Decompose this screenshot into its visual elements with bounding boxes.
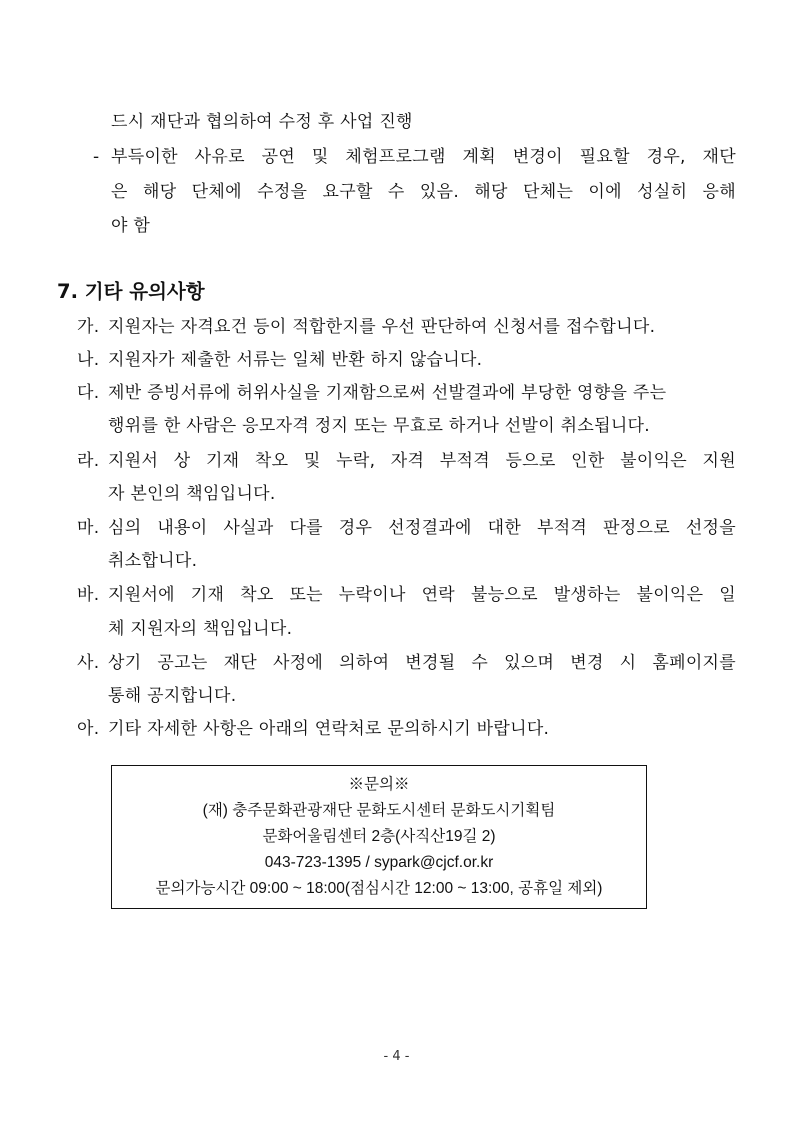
list-item-text: 심의 내용이 사실과 다를 경우 선정결과에 대한 부적격 판정으로 선정을 — [108, 518, 736, 538]
contact-address: 문화어울림센터 2층(사직산19길 2) — [262, 828, 496, 845]
list-item-text: 지원자가 제출한 서류는 일체 반환 하지 않습니다. — [108, 350, 483, 370]
list-item-marker: 바. — [77, 585, 100, 605]
list-item-text: 기타 자세한 사항은 아래의 연락처로 문의하시기 바랍니다. — [108, 719, 550, 739]
bullet-marker: - — [93, 147, 100, 167]
contact-phone-email: 043-723-1395 / sypark@cjcf.or.kr — [264, 854, 494, 871]
bullet-text-line: 부득이한 사유로 공연 및 체험프로그램 계획 변경이 필요할 경우, 재단 — [111, 147, 736, 167]
contact-title: ※문의※ — [348, 776, 410, 793]
list-item-text: 통해 공지합니다. — [108, 686, 237, 706]
list-item-text: 지원서 상 기재 착오 및 누락, 자격 부적격 등으로 인한 불이익은 지원 — [108, 451, 736, 471]
list-item-text: 행위를 한 사람은 응모자격 정지 또는 무효로 하거나 선발이 취소됩니다. — [108, 416, 650, 436]
section-heading: 7. 기타 유의사항 — [57, 280, 205, 303]
contact-organization: (재) 충주문화관광재단 문화도시센터 문화도시기획팀 — [202, 802, 556, 819]
contact-box — [111, 765, 647, 909]
list-item-text: 체 지원자의 책임입니다. — [108, 619, 293, 639]
list-item-marker: 라. — [77, 451, 100, 471]
list-item-marker: 가. — [77, 317, 100, 337]
list-item-marker: 나. — [77, 350, 100, 370]
list-item-text: 상기 공고는 재단 사정에 의하여 변경될 수 있으며 변경 시 홈페이지를 — [108, 653, 736, 673]
bullet-text-line: 은 해당 단체에 수정을 요구할 수 있음. 해당 단체는 이에 성실히 응해 — [111, 182, 736, 202]
list-item-marker: 사. — [77, 653, 100, 673]
list-item-text: 취소합니다. — [108, 551, 198, 571]
contact-hours: 문의가능시간 09:00 ~ 18:00(점심시간 12:00 ~ 13:00, 공휴일 제외) — [155, 880, 603, 897]
list-item-text: 지원자는 자격요건 등이 적합한지를 우선 판단하여 신청서를 접수합니다. — [108, 317, 656, 337]
list-item-text: 제반 증빙서류에 허위사실을 기재함으로써 선발결과에 부당한 영향을 주는 — [108, 383, 667, 403]
bullet-text-line: 야 함 — [111, 216, 151, 236]
list-item-marker: 다. — [77, 383, 100, 403]
list-item-marker: 마. — [77, 518, 100, 538]
continuation-text: 드시 재단과 협의하여 수정 후 사업 진행 — [111, 112, 413, 132]
list-item-text: 자 본인의 책임입니다. — [108, 484, 276, 504]
list-item-text: 지원서에 기재 착오 또는 누락이나 연락 불능으로 발생하는 불이익은 일 — [108, 585, 736, 605]
page-number: - 4 - — [383, 1049, 410, 1064]
list-item-marker: 아. — [77, 719, 100, 739]
